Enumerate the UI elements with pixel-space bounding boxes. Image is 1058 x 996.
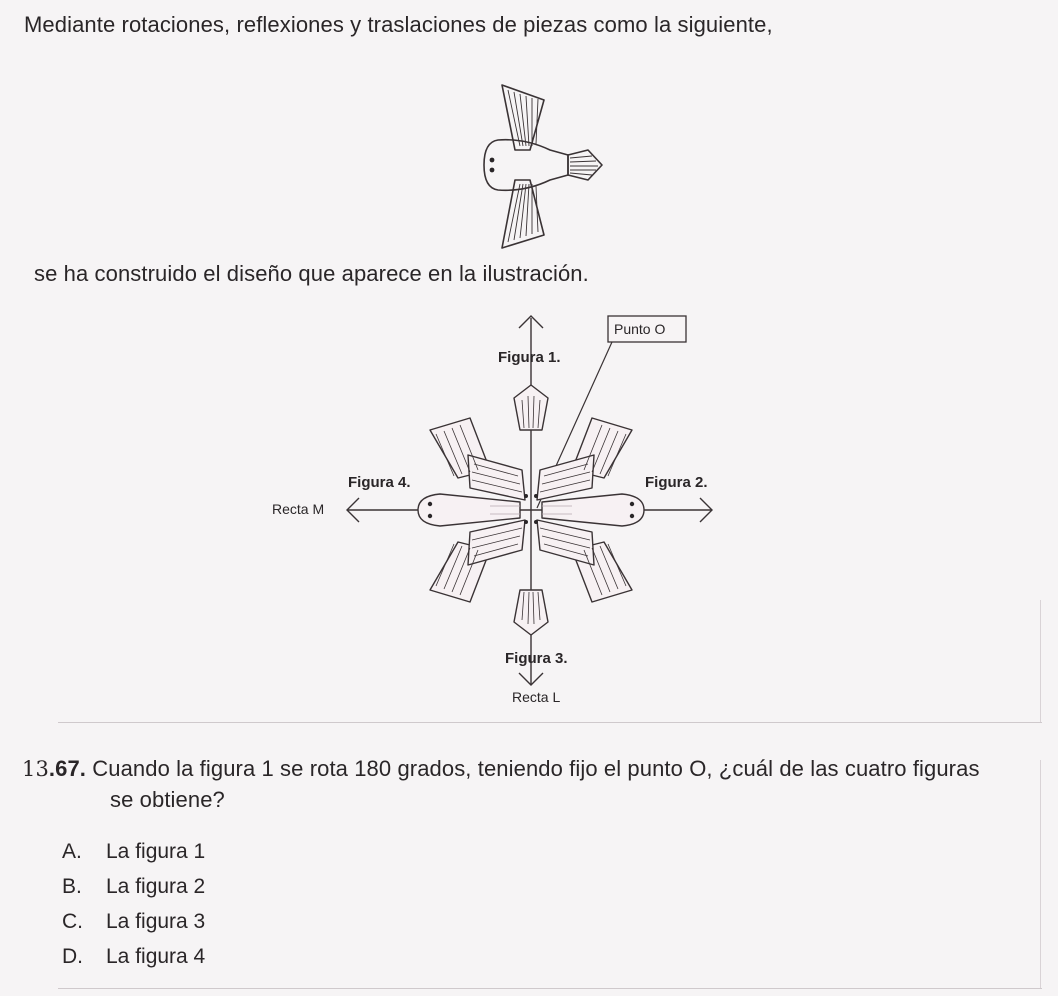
question-line-2: se obtiene? bbox=[110, 787, 225, 812]
bird-piece-illustration bbox=[470, 80, 620, 255]
option-b[interactable]: B. La figura 2 bbox=[62, 875, 206, 898]
right-border-bottom bbox=[1040, 760, 1041, 988]
option-a[interactable]: A. La figura 1 bbox=[62, 840, 206, 863]
design-diagram bbox=[0, 300, 1058, 720]
mid-text: se ha construido el diseño que aparece en la ilustración. bbox=[34, 261, 589, 286]
label-figura-2: Figura 2. bbox=[645, 474, 708, 491]
label-recta-m: Recta M bbox=[272, 501, 325, 517]
separator-bottom bbox=[58, 988, 1042, 989]
option-d[interactable]: D. La figura 4 bbox=[62, 945, 206, 968]
label-figura-1: Figura 1. bbox=[498, 349, 561, 366]
label-figura-4: Figura 4. bbox=[348, 474, 411, 491]
option-c[interactable]: C. La figura 3 bbox=[62, 910, 206, 933]
right-border-top bbox=[1040, 600, 1041, 722]
label-recta-l: Recta L bbox=[512, 689, 561, 705]
intro-text: Mediante rotaciones, reflexiones y traslaciones de piezas como la siguiente, bbox=[24, 12, 773, 37]
question-number: 13.67. bbox=[22, 756, 87, 781]
question-line-1 bbox=[22, 756, 980, 782]
label-punto-o: Punto O bbox=[614, 321, 666, 337]
label-figura-3: Figura 3. bbox=[505, 650, 568, 667]
separator-top bbox=[58, 722, 1042, 723]
question-text-1: Cuando la figura 1 se rota 180 grados, teniendo fijo el punto O, ¿cuál de las cuatro figuras bbox=[92, 756, 980, 781]
